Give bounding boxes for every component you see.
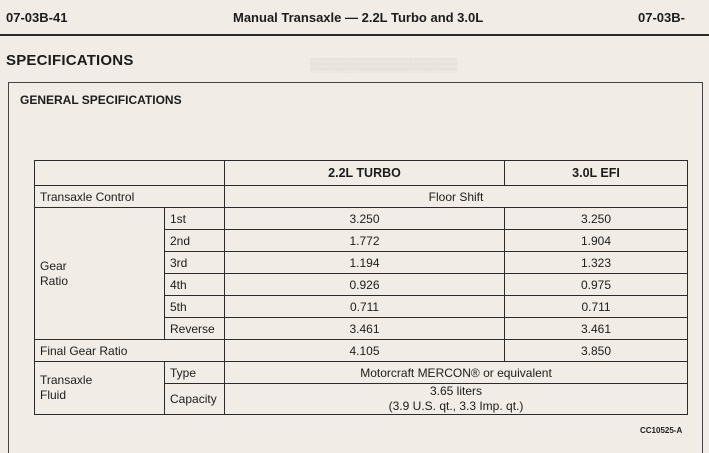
gear-value-efi: 1.904 (505, 230, 688, 252)
fluid-capacity-value (225, 384, 688, 415)
fluid-capacity-label: Capacity (165, 384, 225, 415)
transaxle-control-label: Transaxle Control (35, 186, 225, 208)
table-row (35, 340, 688, 362)
column-header-efi: 3.0L EFI (505, 161, 688, 186)
gear-name: 1st (165, 208, 225, 230)
gear-ratio-label-line1: Gear (40, 258, 67, 273)
gear-value-turbo: 0.711 (225, 296, 505, 318)
table-row (35, 362, 688, 384)
gear-value-efi: 0.975 (505, 274, 688, 296)
table-row (35, 208, 688, 230)
fluid-type-value: Motorcraft MERCON® or equivalent (225, 362, 688, 384)
gear-value-turbo: 0.926 (225, 274, 505, 296)
table-header-row (35, 161, 688, 186)
transaxle-control-value: Floor Shift (225, 186, 688, 208)
blank-header-cell (35, 161, 225, 186)
gear-value-efi: 3.250 (505, 208, 688, 230)
fluid-capacity-line1: 3.65 liters (429, 384, 483, 398)
header-rule (0, 34, 709, 36)
gear-name: 5th (165, 296, 225, 318)
final-gear-ratio-efi: 3.850 (505, 340, 688, 362)
column-header-turbo: 2.2L TURBO (225, 161, 505, 186)
fluid-type-label: Type (165, 362, 225, 384)
page-header (0, 0, 709, 34)
transaxle-fluid-label (35, 362, 165, 415)
gear-value-turbo: 3.461 (225, 318, 505, 340)
page-number-left: 07-03B-41 (6, 10, 68, 25)
gear-name: 4th (165, 274, 225, 296)
fluid-capacity-line2: (3.9 U.S. qt., 3.3 Imp. qt.) (388, 399, 524, 413)
gear-value-turbo: 1.194 (225, 252, 505, 274)
gear-name: 3rd (165, 252, 225, 274)
gear-value-turbo: 3.250 (225, 208, 505, 230)
transaxle-fluid-label-line1: Transaxle (40, 373, 93, 387)
gear-ratio-label (35, 208, 165, 340)
gear-value-efi: 1.323 (505, 252, 688, 274)
gear-value-efi: 0.711 (505, 296, 688, 318)
page-header-title: Manual Transaxle — 2.2L Turbo and 3.0L (233, 10, 484, 25)
general-specifications-title: GENERAL SPECIFICATIONS (20, 93, 182, 107)
page-number-right: 07-03B- (638, 10, 685, 25)
gear-name: Reverse (165, 318, 225, 340)
bleed-through-heading: ▒▒▒▒▒▒▒▒▒▒▒▒▒▒▒▒ (310, 57, 458, 72)
section-title: SPECIFICATIONS (6, 52, 134, 69)
specifications-table (34, 160, 688, 415)
gear-value-efi: 3.461 (505, 318, 688, 340)
final-gear-ratio-turbo: 4.105 (225, 340, 505, 362)
gear-value-turbo: 1.772 (225, 230, 505, 252)
table-row (35, 186, 688, 208)
figure-reference-code: CC10525-A (640, 426, 683, 435)
transaxle-fluid-label-line2: Fluid (40, 388, 67, 402)
final-gear-ratio-label: Final Gear Ratio (35, 340, 225, 362)
gear-ratio-label-line2: Ratio (40, 273, 69, 288)
gear-name: 2nd (165, 230, 225, 252)
